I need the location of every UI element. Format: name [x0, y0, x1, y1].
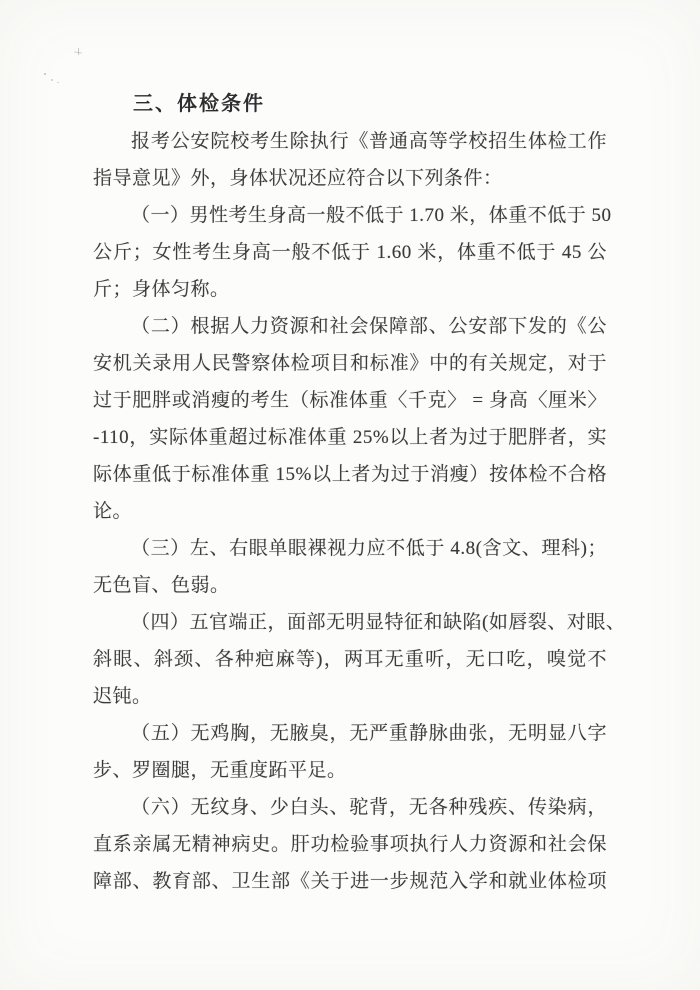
text-line: 步、罗圈腿，无重度跖平足。 [93, 760, 347, 781]
scan-artifact [44, 73, 46, 75]
text-line: 报考公安院校考生除执行《普通高等学校招生体检工作 [131, 131, 607, 152]
text-line: 障部、教育部、卫生部《关于进一步规范入学和就业体检项 [93, 871, 607, 892]
text-line: （五）无鸡胸，无腋臭，无严重静脉曲张，无明显八字 [131, 723, 607, 744]
paragraph-item-4 [93, 604, 626, 715]
paragraph-item-6 [93, 789, 607, 900]
text-line: 安机关录用人民警察体检项目和标准》中的有关规定，对于 [93, 353, 607, 374]
text-line: 过于肥胖或消瘦的考生（标准体重〈千克〉 = 身高〈厘米〉 [93, 390, 607, 411]
text-line: （四）五官端正，面部无明显特征和缺陷(如唇裂、对眼、 [131, 612, 626, 633]
text-line: 论。 [93, 501, 133, 522]
text-line: 无色盲、色弱。 [93, 575, 230, 596]
text-line: （二）根据人力资源和社会保障部、公安部下发的《公 [131, 316, 607, 337]
text-line: 斤；身体匀称。 [93, 279, 230, 300]
paragraph-intro [93, 123, 607, 197]
text-line: 公斤；女性考生身高一般不低于 1.60 米，体重不低于 45 公 [93, 242, 607, 263]
text-line: 际体重低于标准体重 15%以上者为过于消瘦）按体检不合格 [93, 464, 607, 485]
text-line: 指导意见》外，身体状况还应符合以下列条件： [93, 168, 503, 189]
scan-artifact [51, 79, 53, 81]
text-line: -110，实际体重超过标准体重 25%以上者为过于肥胖者，实 [93, 427, 607, 448]
scan-artifact [57, 82, 59, 83]
text-line: （一）男性考生身高一般不低于 1.70 米，体重不低于 50 [131, 205, 612, 226]
document-body [93, 86, 626, 900]
text-line: 直系亲属无精神病史。肝功检验事项执行人力资源和社会保 [93, 834, 607, 855]
paragraph-item-5 [93, 715, 607, 789]
paragraph-item-1 [93, 197, 612, 308]
paragraph-item-2 [93, 308, 607, 530]
section-heading: 三、体检条件 [133, 93, 265, 115]
paragraph-item-3 [93, 530, 607, 604]
text-line: （六）无纹身、少白头、驼背，无各种残疾、传染病， [131, 797, 607, 818]
text-line: 迟钝。 [93, 686, 152, 707]
text-line: （三）左、右眼单眼裸视力应不低于 4.8(含文、理科)； [131, 538, 607, 559]
text-line: 斜眼、斜颈、各种疤麻等)，两耳无重听，无口吃，嗅觉不 [93, 649, 607, 670]
